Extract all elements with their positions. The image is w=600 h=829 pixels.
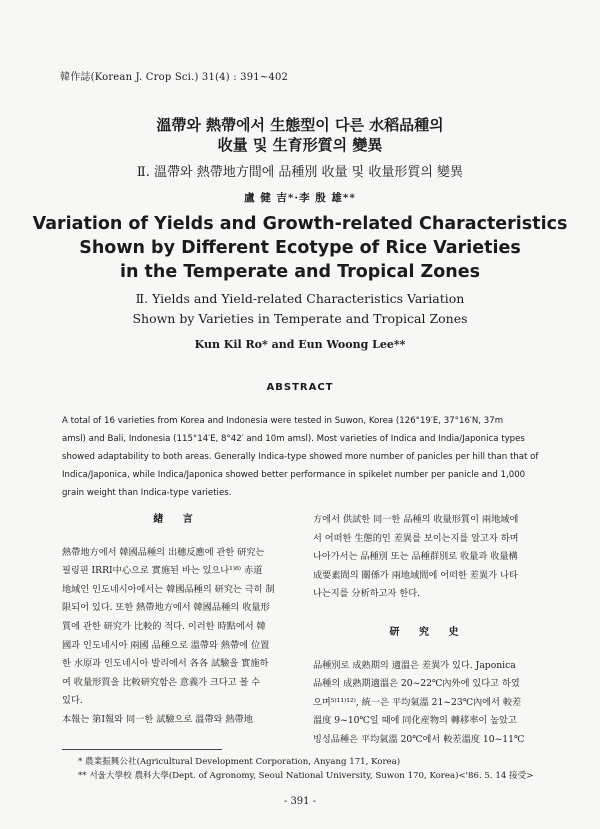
body-line: 溫度 9~10℃일 때에 同化産物의 轉移率이 높았고 bbox=[313, 715, 517, 727]
page-number: - 391 - bbox=[283, 796, 317, 807]
right-column bbox=[313, 511, 543, 750]
abstract-line: amsl) and Bali, Indonesia (115°14′E, 8°42′ and 10m amsl). Most varieties of Indica and India/Japonica types bbox=[62, 434, 525, 444]
english-title-line-1: Variation of Yields and Growth-related Characteristics bbox=[32, 214, 568, 234]
body-line: 한 水原과 인도네시아 발리에서 各各 試驗을 實施하 bbox=[62, 658, 269, 670]
body-line: 品種別로 成熟期의 適溫은 差異가 있다. Japonica bbox=[313, 659, 516, 671]
abstract-line: showed adaptability to both areas. Generally Indica-type showed more number of panicles per hill than that of bbox=[62, 452, 539, 462]
english-subtitle-line-1: Ⅱ. Yields and Yield-related Characteristics Variation bbox=[135, 291, 465, 306]
korean-authors: 盧 健 吉*·李 殷 雄** bbox=[244, 192, 356, 204]
english-title-line-2: Shown by Different Ecotype of Rice Varieties bbox=[79, 238, 521, 258]
body-line: 여 收量形質을 比較研究함은 意義가 크다고 볼 수 bbox=[62, 676, 261, 688]
body-line: 나아가서는 品種別 또는 品種群別로 收量과 收量構 bbox=[313, 551, 518, 563]
abstract-line: Indica/Japonica, while Indica/Japonica showed better performance in spikelet number per panicle and 1,000 bbox=[62, 470, 526, 480]
body-line: 方에서 供試한 同一한 品種의 收量形質이 兩地域에 bbox=[313, 514, 519, 525]
body-line: 地域인 인도네시아에서는 韓國品種의 研究는 극히 制 bbox=[62, 583, 275, 595]
footnote-1: * 農業振興公社(Agricultural Development Corporation, Anyang 171, Korea) bbox=[78, 757, 401, 767]
english-subtitle-line-2: Shown by Varieties in Temperate and Tropical Zones bbox=[132, 311, 468, 326]
body-line: 質에 관한 研究가 比較的 적다. 이러한 時點에서 韓 bbox=[62, 620, 266, 632]
body-line: 熱帶地方에서 韓國品種의 出穗反應에 관한 研究는 bbox=[62, 546, 265, 558]
body-line: 으며⁵⁾¹¹⁾¹²⁾, 統一은 平均氣溫 21~23℃內에서 較差 bbox=[313, 696, 522, 708]
body-line: 國과 인도네시아 兩國 品種으로 溫帶와 熱帶에 位置 bbox=[62, 639, 270, 651]
body-line: 나는지를 分析하고자 한다. bbox=[313, 588, 421, 600]
left-column bbox=[62, 511, 292, 730]
journal-citation: 韓作誌(Korean J. Crop Sci.) 31(4) : 391~402 bbox=[60, 72, 289, 83]
body-line: 限되어 있다. 또한 熱帶地方에서 韓國品種의 收量形 bbox=[62, 602, 270, 614]
body-line: 서 어떠한 生態的인 差異를 보이는지를 알고자 하며 bbox=[313, 532, 519, 544]
body-line: 빙성品種은 平均氣溫 20℃에서 較差溫度 10~11℃ bbox=[313, 733, 525, 745]
abstract-line: A total of 16 varieties from Korea and Indonesia were tested in Suwon, Korea (126°19′E, 37°16′N, 37m bbox=[62, 416, 504, 426]
introduction-heading: 緖 言 bbox=[153, 514, 201, 525]
body-line: 필링핀 IRRI中心으로 實施된 바는 있으나¹⁾⁸⁾ 赤道 bbox=[62, 565, 263, 577]
research-history-heading: 研 究 史 bbox=[389, 626, 467, 638]
korean-subtitle: Ⅱ. 溫帶와 熱帶地方間에 品種別 收量 및 收量形質의 變異 bbox=[136, 165, 464, 180]
abstract-body bbox=[62, 412, 540, 502]
body-line: 成要素間의 關係가 兩地域間에 어떠한 差異가 나타 bbox=[313, 569, 518, 581]
abstract-line: grain weight than Indica-type varieties. bbox=[62, 488, 232, 498]
footnote-divider bbox=[62, 749, 222, 750]
body-line: 本報는 第Ⅰ報와 同一한 試驗으로 溫帶와 熱帶地 bbox=[62, 713, 253, 725]
body-line: 있다. bbox=[62, 695, 83, 707]
english-title-line-3: in the Temperate and Tropical Zones bbox=[119, 262, 481, 282]
body-line: 品種의 成熟期適溫은 20~22℃內外에 있다고 하였 bbox=[313, 678, 520, 690]
english-authors: Kun Kil Ro* and Eun Woong Lee** bbox=[194, 338, 406, 351]
abstract-heading: ABSTRACT bbox=[266, 382, 334, 393]
footnote-2: ** 서울大學校 農科大學(Dept. of Agronomy, Seoul National University, Suwon 170, Korea)<'86. 5. 14 接受> bbox=[78, 771, 534, 781]
korean-title-line-1: 溫帶와 熱帶에서 生態型이 다른 水稻品種의 bbox=[156, 116, 444, 134]
korean-title-line-2: 收量 및 生育形質의 變異 bbox=[217, 136, 383, 154]
